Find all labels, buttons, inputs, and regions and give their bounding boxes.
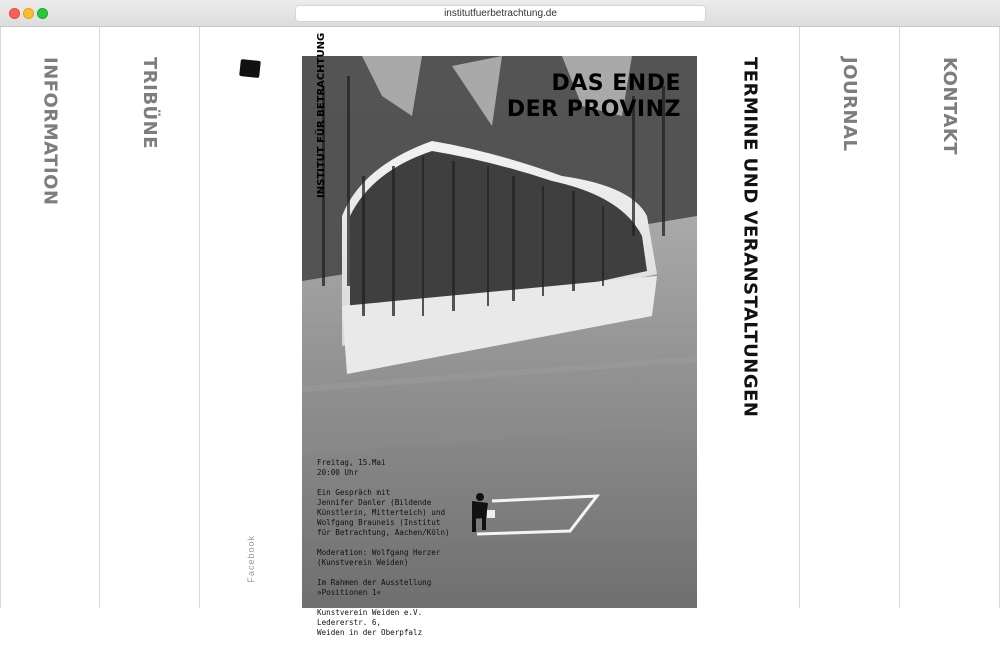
poster-title (507, 71, 681, 123)
poster-exhibition: Im Rahmen der Ausstellung »Positionen 1« (317, 578, 432, 597)
poster-title-line-2: DER PROVINZ (506, 97, 681, 122)
nav-item-journal[interactable]: JOURNAL (839, 57, 860, 152)
nav-item-tribuene[interactable]: TRIBÜNE (139, 57, 160, 150)
page (0, 27, 1000, 637)
close-window-button[interactable] (9, 8, 20, 19)
nav-column-information[interactable] (0, 27, 100, 608)
poster-talk: Ein Gespräch mit Jennifer Danler (Bildende Künstlerin, Mitterteich) und Wolfgang Brauneis (Institut für Betrachtung, Aachen/Köln) (317, 488, 450, 537)
poster-moderation: Moderation: Wolfgang Herzer (Kunstverein Weiden) (317, 548, 441, 567)
poster-date: Freitag, 15.Mai 20:00 Uhr (317, 458, 386, 477)
poster-venue: Kunstverein Weiden e.V. Ledererstr. 6, Weiden in der Oberpfalz (317, 608, 423, 637)
browser-chrome (0, 0, 1000, 27)
maximize-window-button[interactable] (37, 8, 48, 19)
nav-column-kontakt[interactable] (900, 27, 1000, 608)
minimize-window-button[interactable] (23, 8, 34, 19)
address-bar[interactable]: institutfuerbetrachtung.de (295, 5, 706, 22)
poster-side-text: INSTITUT FÜR BETRACHTUNG (316, 32, 327, 198)
nav-item-information[interactable]: INFORMATION (39, 57, 61, 206)
facebook-link[interactable]: Facebook (246, 535, 256, 583)
nav-column-tribuene[interactable] (100, 27, 200, 608)
nav-column-journal[interactable] (800, 27, 900, 608)
event-poster[interactable] (302, 32, 697, 637)
poster-details (317, 458, 487, 648)
logo-icon[interactable] (239, 59, 261, 78)
poster-title-line-1: DAS ENDE (551, 71, 681, 96)
nav-item-kontakt[interactable]: KONTAKT (939, 57, 960, 156)
nav-column-termine[interactable] (700, 27, 800, 608)
nav-item-termine[interactable]: TERMINE UND VERANSTALTUNGEN (739, 57, 761, 418)
